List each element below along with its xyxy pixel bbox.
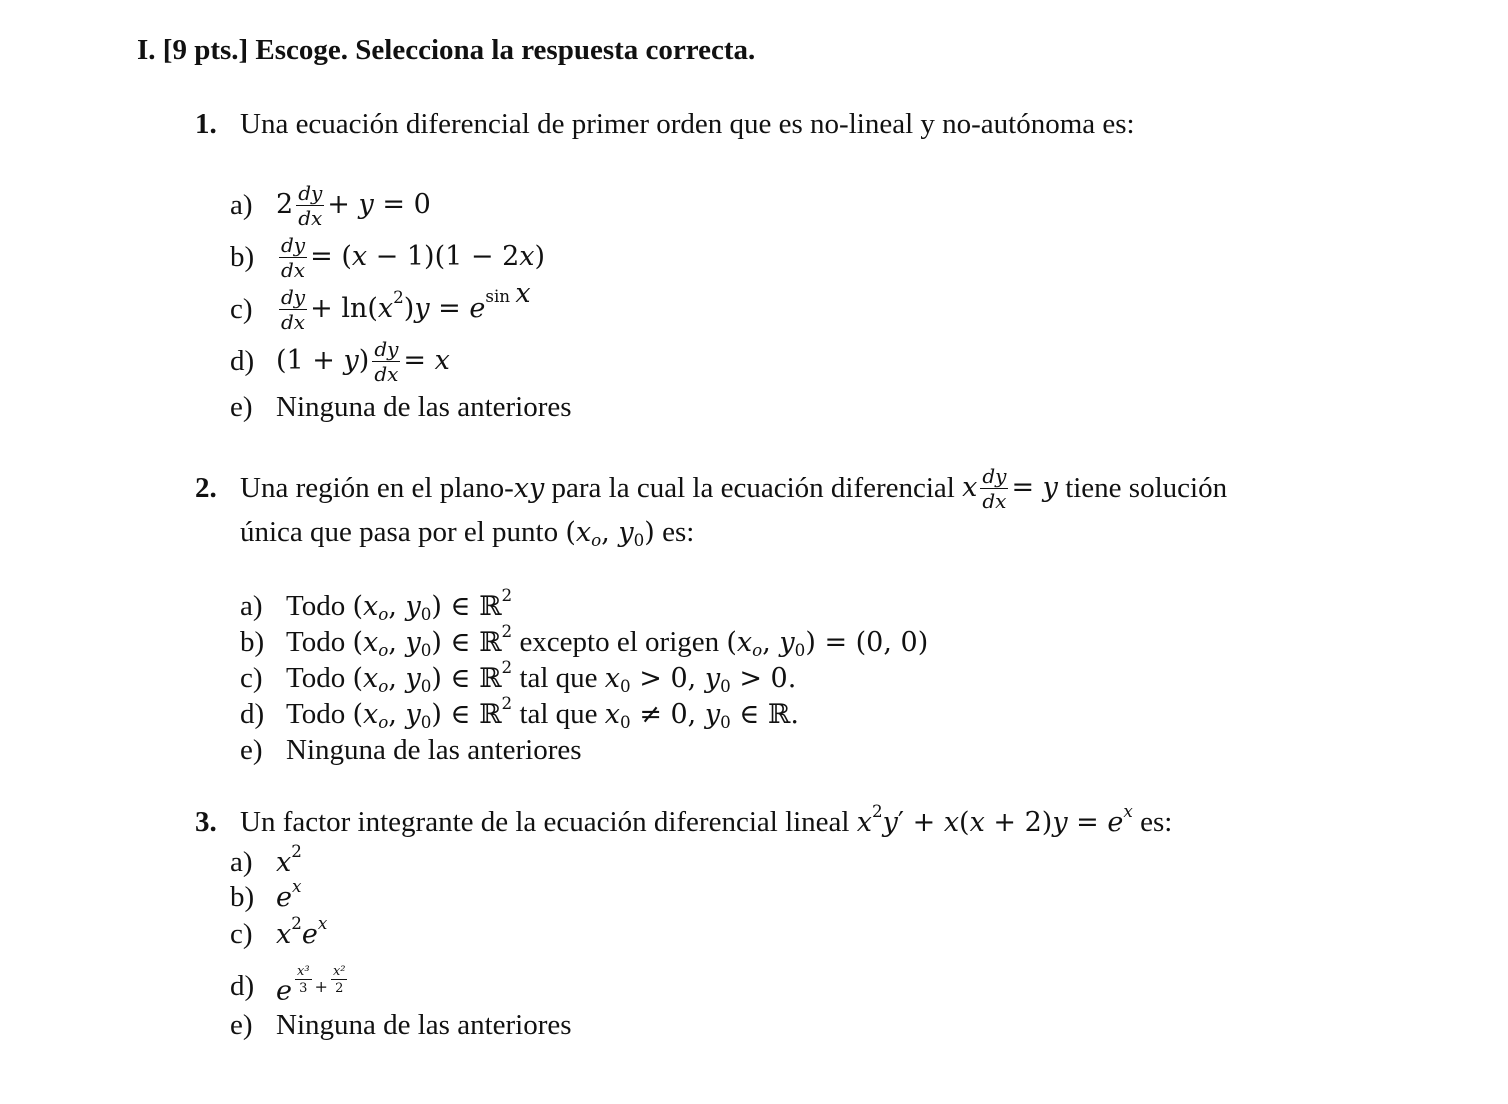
q1-option-e[interactable] (230, 383, 572, 431)
q2-text-1a: Una región en el plano- (240, 471, 514, 504)
section-title: I. [9 pts.] Escoge. Selecciona la respuesta correcta. (137, 34, 756, 66)
q1-option-c[interactable] (230, 278, 531, 334)
q2-equation-math: x $\frac{dy}{dx}$ = y (962, 463, 1058, 513)
option-label: c) (230, 292, 253, 325)
option-suffix: excepto el origen (519, 625, 720, 658)
q2-option-e[interactable] (240, 726, 582, 774)
question-2-number: 2. (195, 472, 217, 504)
option-label: e) (230, 390, 253, 423)
option-label: e) (230, 1008, 253, 1041)
q2-text-1c: tiene solución (1065, 471, 1228, 504)
option-prefix: Todo (286, 697, 346, 730)
q3-option-e[interactable] (230, 1001, 572, 1049)
option-label: b) (230, 240, 255, 273)
q3-option-c-math: $x^2e^x$ (276, 912, 328, 950)
q2-option-d-math-1: ($x_o$, $y_0$) ∈ ℝ$^2$ (352, 692, 513, 732)
option-label: c) (240, 661, 263, 694)
q1-option-a[interactable] (230, 181, 431, 229)
q2-option-b-math-1: ($x_o$, $y_0$) ∈ ℝ$^2$ (352, 620, 513, 660)
q1-option-b-math: $\frac{dy}{dx}$ = (x − 1)(1 − 2x) (281, 232, 546, 282)
option-prefix: Todo (286, 589, 346, 622)
option-label: d) (240, 697, 265, 730)
question-2-line-2 (240, 516, 694, 549)
q2-option-a-math: ($x_o$, $y_0$) ∈ ℝ$^2$ (352, 584, 513, 624)
option-prefix: Todo (286, 625, 346, 658)
q3-text-b: es: (1140, 806, 1173, 838)
q3-text-a: Un factor integrante de la ecuación diferencial lineal (240, 806, 850, 838)
option-label: a) (230, 188, 253, 221)
q3-option-c[interactable] (230, 910, 327, 958)
q2-option-c-math-2: $x_0 > 0$, $y_0 > 0$. (604, 662, 797, 696)
option-text: Ninguna de las anteriores (276, 1008, 572, 1041)
option-suffix: tal que (519, 697, 598, 730)
option-suffix: tal que (519, 661, 598, 694)
q1-option-b[interactable] (230, 233, 545, 281)
q2-option-b-math-2: ($x_o$, $y_0) = (0$, 0) (726, 626, 929, 660)
q2-plane-math: xy (513, 472, 545, 504)
option-text: Ninguna de las anteriores (286, 733, 582, 766)
q1-option-d[interactable] (230, 337, 450, 385)
option-prefix: Todo (286, 661, 346, 694)
q1-option-a-math: 2 $\frac{dy}{dx}$ + y = 0 (276, 180, 431, 230)
option-label: a) (230, 845, 253, 878)
question-3-text (240, 800, 1173, 839)
q2-text-2b: es: (662, 516, 695, 548)
q1-option-c-math: $\frac{dy}{dx}$ + $\ln(x^2)y = e^{sin x}$ (281, 278, 531, 334)
option-label: c) (230, 917, 253, 950)
question-3-number: 3. (195, 806, 217, 838)
option-label: d) (230, 344, 255, 377)
q3-equation-math: $x^2y' + x(x + 2)y = e^x$ (856, 800, 1133, 838)
option-label: b) (230, 880, 255, 913)
question-1-text: Una ecuación diferencial de primer orden que es no-lineal y no-autónoma es: (240, 108, 1135, 140)
option-label: b) (240, 625, 265, 658)
question-2-line-1 (240, 461, 1227, 515)
q3-option-a-math: $x^2$ (276, 840, 302, 878)
q2-point-math: ($x_o$, $y_0$) (565, 517, 655, 551)
q2-option-c-math-1: ($x_o$, $y_0$) ∈ ℝ$^2$ (352, 656, 513, 696)
option-label: e) (240, 733, 263, 766)
question-1-number: 1. (195, 108, 217, 140)
q1-option-d-math: (1 + y) $\frac{dy}{dx}$ = x (276, 336, 450, 386)
option-label: a) (240, 589, 263, 622)
q2-text-1b: para la cual la ecuación diferencial (551, 471, 955, 504)
option-text: Ninguna de las anteriores (276, 390, 572, 423)
q2-option-d-math-2: $x_0 \ne 0$, $y_0$ ∈ ℝ. (604, 698, 799, 732)
q3-option-d-math: e $\frac{\text{x³}}{3}$ + $\frac{\text{x²}}{2}$ (276, 964, 346, 1007)
option-label: d) (230, 969, 255, 1002)
q3-option-b-math: $e^x$ (276, 875, 302, 913)
q2-text-2a: única que pasa por el punto (240, 516, 559, 548)
